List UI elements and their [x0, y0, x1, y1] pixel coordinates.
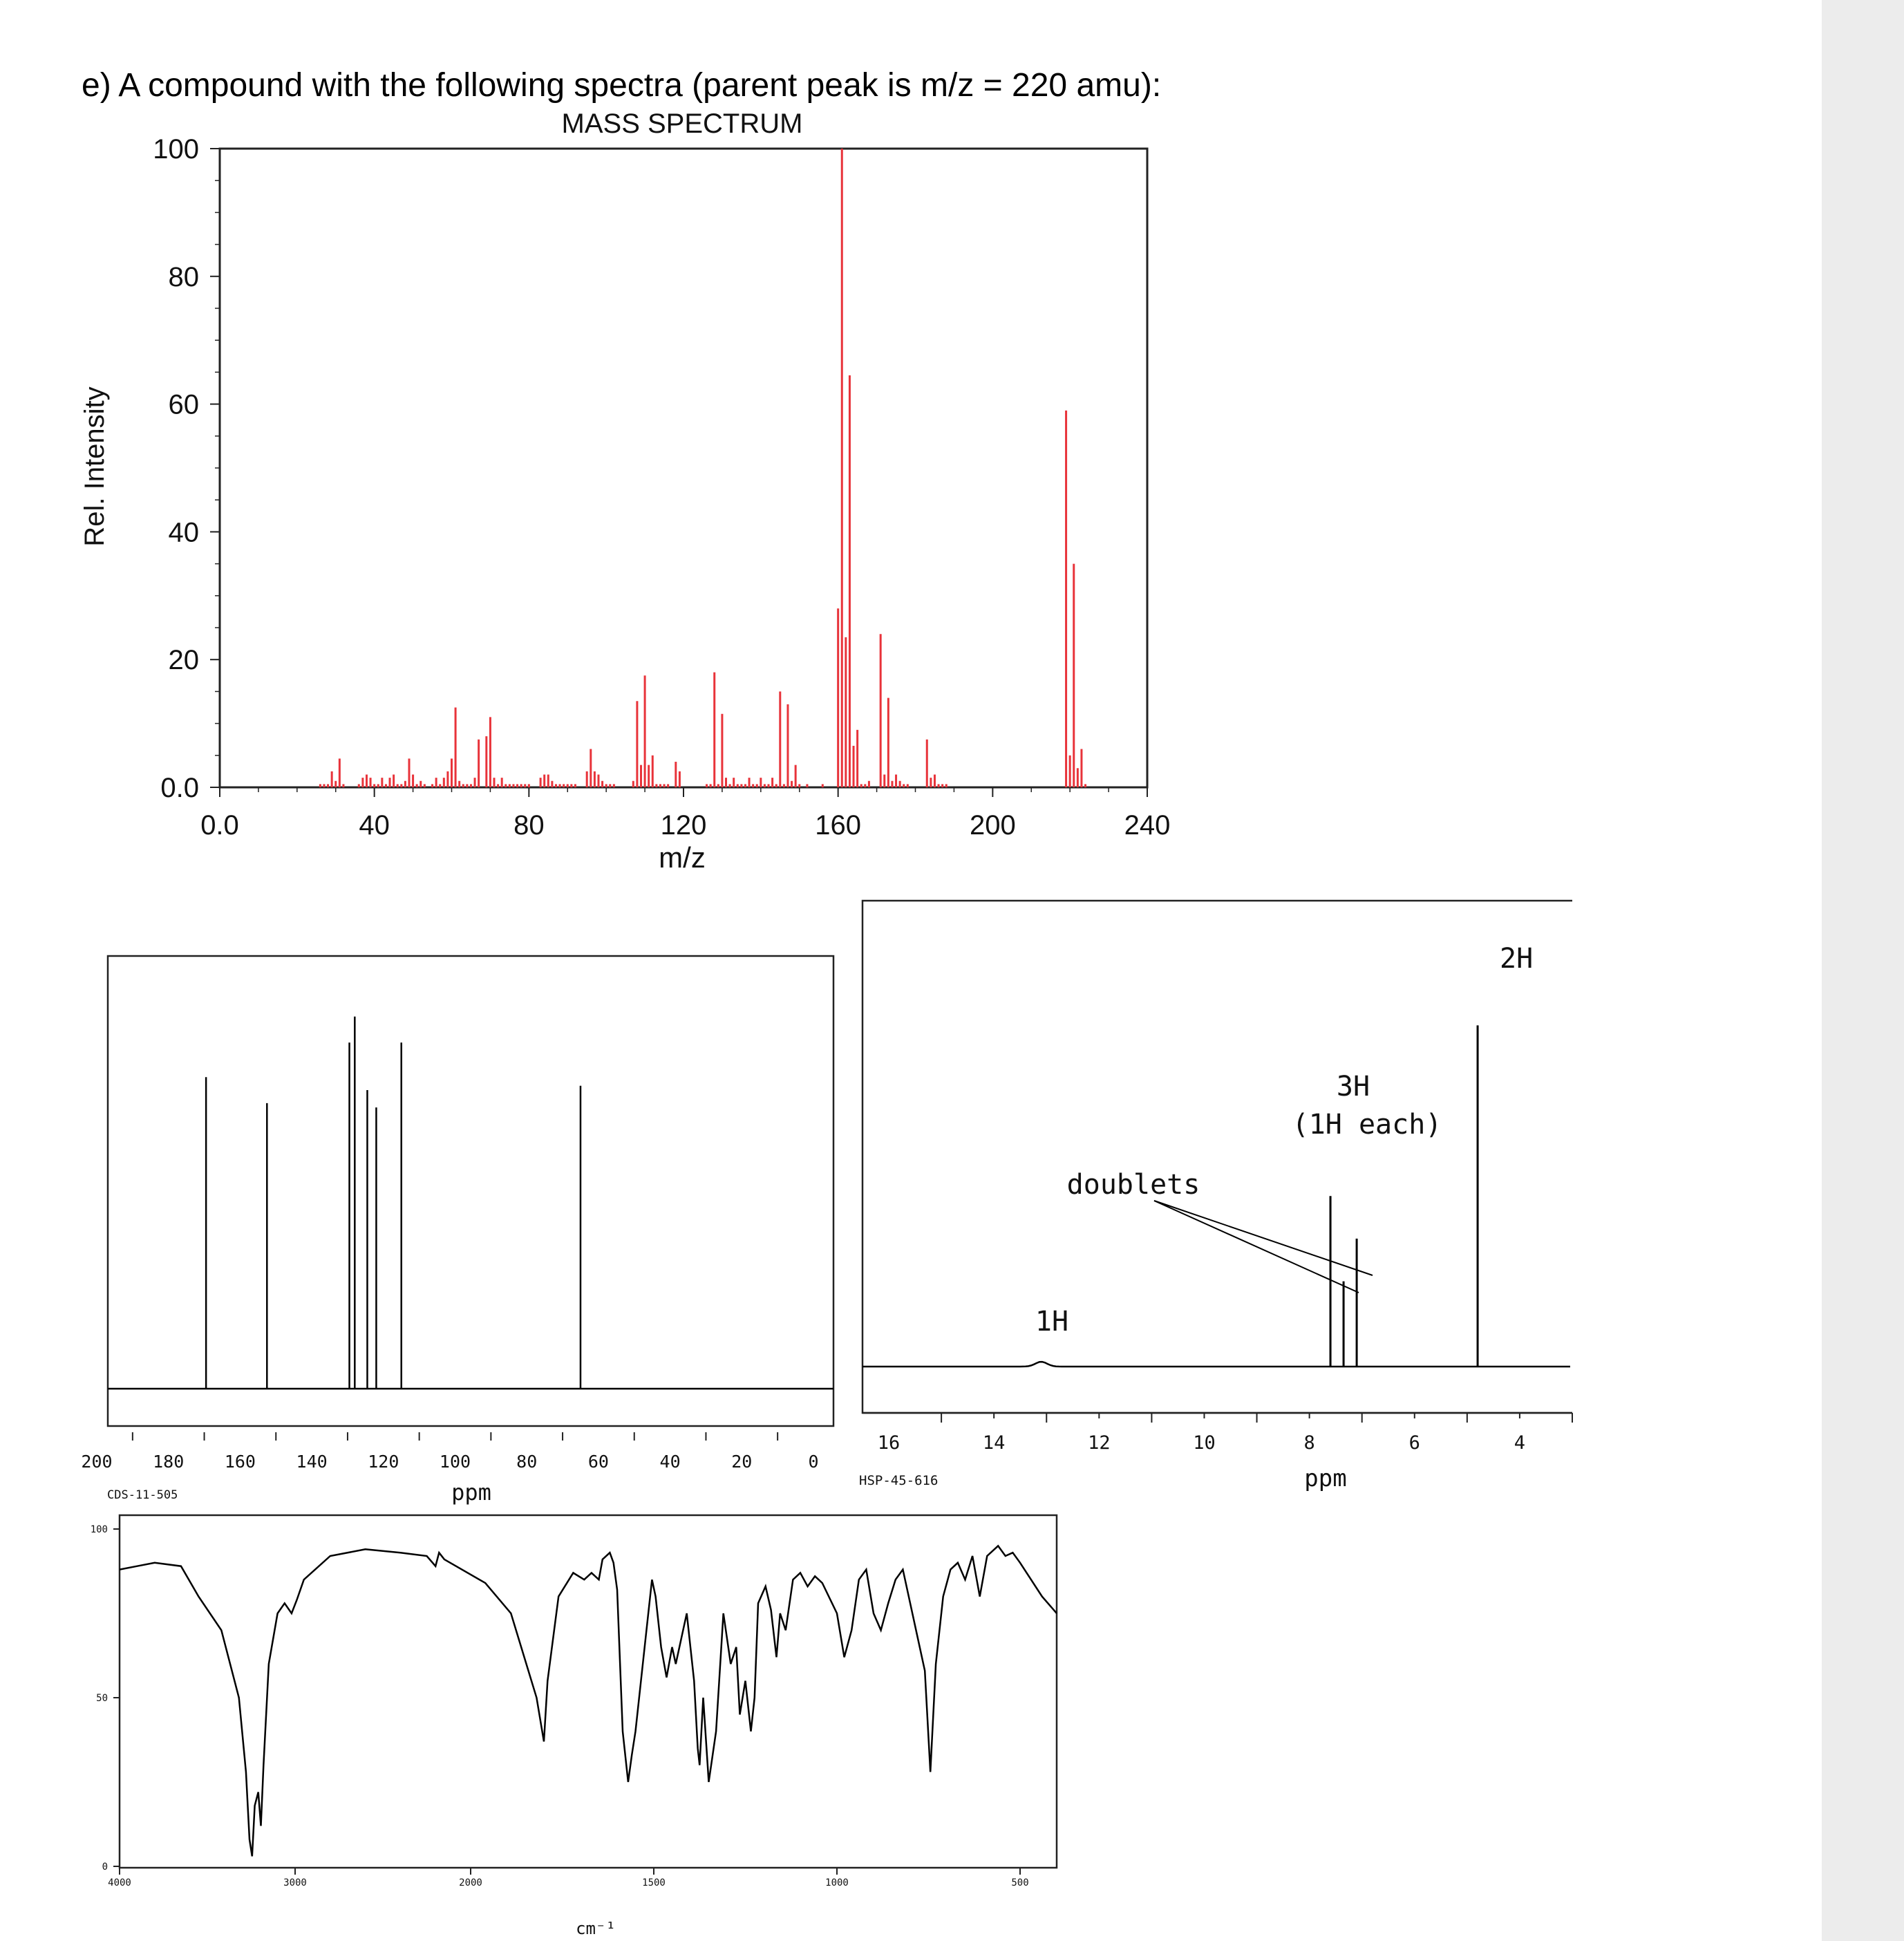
ir-xlabel: cm⁻¹ — [576, 1919, 616, 1938]
ms-ylabel: Rel. Intensity — [79, 386, 110, 547]
ir-x-tick-label: 3000 — [283, 1877, 307, 1888]
cnmr-xlabel: ppm — [451, 1479, 491, 1506]
hnmr-x-tick-label: 6 — [1408, 1432, 1420, 1454]
ms-y-tick-label: 100 — [153, 134, 199, 165]
hnmr-x-tick-label: 16 — [877, 1432, 901, 1454]
hnmr-x-tick-label: 10 — [1193, 1432, 1216, 1454]
ms-y-tick-label: 40 — [168, 517, 199, 548]
ms-y-tick-label: 60 — [168, 389, 199, 420]
ir-y-tick-label: 0 — [102, 1862, 108, 1873]
ms-y-tick-label: 80 — [168, 261, 199, 292]
ms-x-tick-label: 240 — [1124, 810, 1171, 841]
cnmr-x-tick-label: 60 — [587, 1452, 609, 1472]
hnmr-x-tick-label: 8 — [1303, 1432, 1315, 1454]
ms-y-tick-label: 0.0 — [160, 773, 199, 803]
ir-y-tick-label: 100 — [90, 1524, 108, 1535]
cnmr-x-tick-label: 80 — [516, 1452, 538, 1472]
cnmr-x-tick-label: 120 — [368, 1452, 399, 1472]
ir-x-tick-label: 4000 — [108, 1877, 131, 1888]
ms-x-tick-label: 200 — [969, 810, 1016, 841]
ms-xlabel: m/z — [659, 841, 706, 874]
ir-y-tick-label: 50 — [96, 1693, 108, 1704]
hnmr-xlabel: ppm — [1304, 1465, 1347, 1492]
cnmr-x-tick-label: 200 — [81, 1452, 113, 1472]
cnmr-x-tick-label: 20 — [731, 1452, 753, 1472]
cnmr-x-tick-label: 160 — [224, 1452, 256, 1472]
cnmr-x-tick-label: 0 — [808, 1452, 819, 1472]
doublets-pointer-2 — [1154, 1201, 1359, 1293]
ms-x-tick-label: 120 — [660, 810, 707, 841]
ms-x-tick-label: 160 — [815, 810, 862, 841]
cnmr-code: CDS-11-505 — [107, 1488, 178, 1502]
ir-x-tick-label: 1000 — [825, 1877, 849, 1888]
question-text: e) A compound with the following spectra (parent peak is m/z = 220 amu): — [82, 67, 1162, 104]
hnmr-x-tick-label: 14 — [982, 1432, 1006, 1454]
ir-x-tick-label: 1500 — [642, 1877, 666, 1888]
cnmr-x-tick-label: 100 — [439, 1452, 471, 1472]
annotation-doublets: doublets — [1066, 1169, 1200, 1201]
hnmr-code: HSP-45-616 — [859, 1473, 939, 1488]
annotation-3h: 3H — [1336, 1071, 1370, 1103]
hnmr-x-tick-label: 12 — [1088, 1432, 1111, 1454]
ir-x-tick-label: 500 — [1011, 1877, 1029, 1888]
doublets-pointer-1 — [1154, 1201, 1373, 1275]
annotation-2h: 2H — [1500, 943, 1534, 975]
ms-x-tick-label: 40 — [359, 810, 390, 841]
ir-transmittance-curve — [120, 1546, 1057, 1856]
ms-title: MASS SPECTRUM — [561, 109, 803, 139]
annotation-1h-each: (1H each) — [1292, 1109, 1442, 1141]
annotation-1h: 1H — [1035, 1306, 1069, 1338]
cnmr-x-tick-label: 40 — [659, 1452, 681, 1472]
cnmr-x-tick-label: 140 — [296, 1452, 328, 1472]
hnmr-x-tick-label: 4 — [1514, 1432, 1526, 1454]
ms-x-tick-label: 0.0 — [200, 810, 239, 841]
ms-y-tick-label: 20 — [168, 645, 199, 676]
cnmr-x-tick-label: 180 — [153, 1452, 185, 1472]
ms-x-tick-label: 80 — [513, 810, 545, 841]
ir-x-tick-label: 2000 — [459, 1877, 482, 1888]
